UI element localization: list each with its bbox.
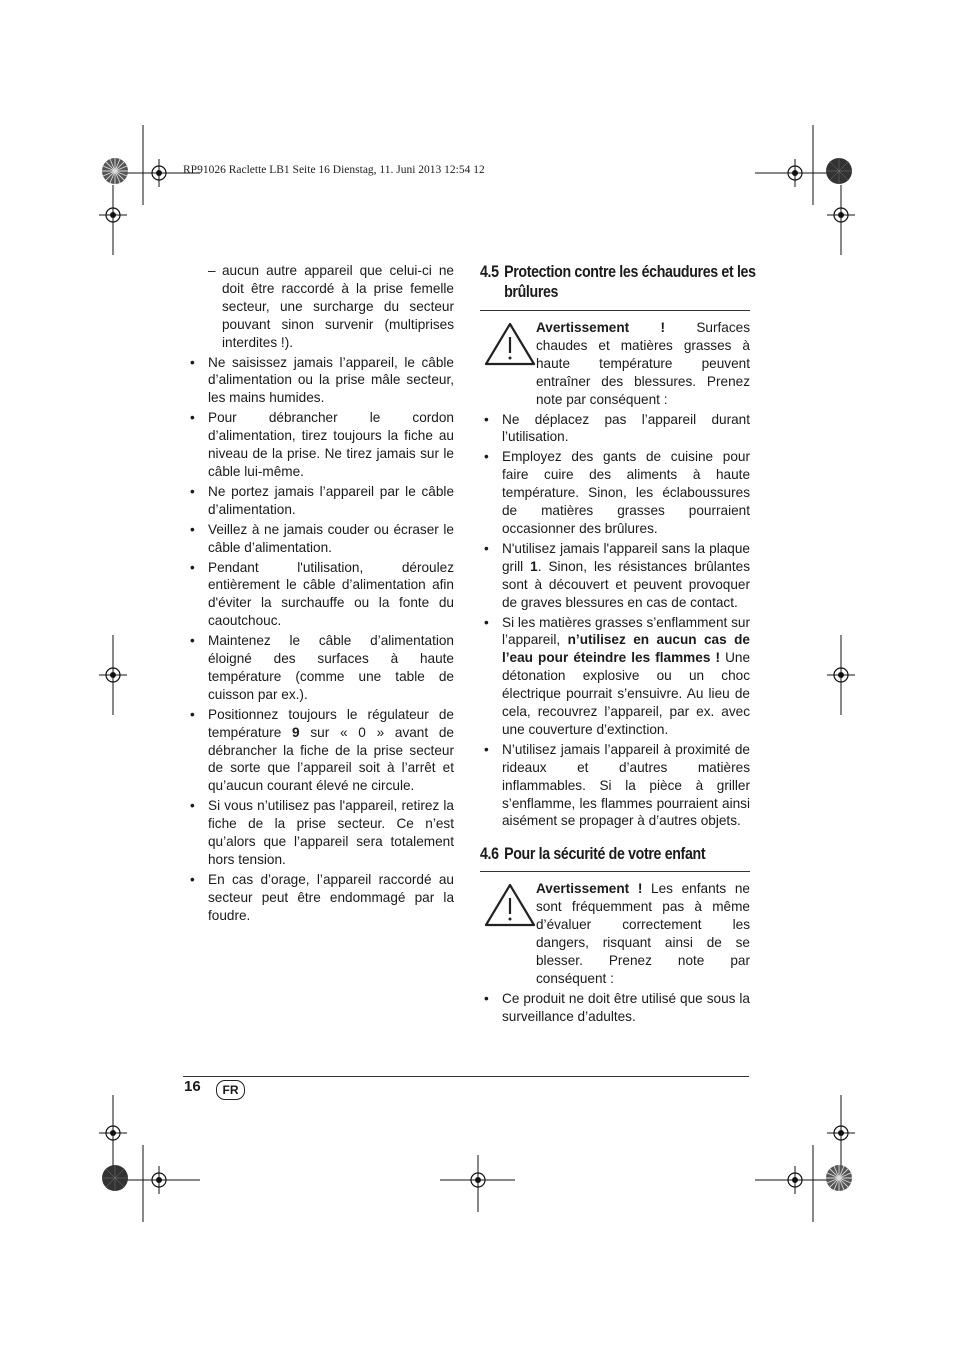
bullet-marker: • bbox=[190, 410, 195, 426]
list-item-text: Ne déplacez pas l’appareil durant l’utilisation. bbox=[502, 411, 750, 445]
list-item-text: Pendant l'utilisation, déroulez entièrement le câble d’alimentation afin d'éviter la surchauffe ou la fonte du caoutchouc. bbox=[208, 559, 454, 629]
bold-ref: 1 bbox=[530, 558, 538, 574]
list-item-text: Ne portez jamais l’appareil par le câble d’alimentation. bbox=[208, 483, 454, 517]
list-item-text: En cas d’orage, l’appareil raccordé au secteur peut être endommagé par la foudre. bbox=[208, 871, 454, 923]
bullet-marker: • bbox=[190, 521, 195, 537]
bullet-marker: • bbox=[484, 741, 489, 757]
bullet-marker: • bbox=[190, 706, 195, 722]
text-run: N'utilisez jamais l'appareil sans la plaque grill bbox=[502, 540, 750, 574]
list-item-text: Ce produit ne doit être utilisé que sous la surveillance d’adultes. bbox=[502, 990, 750, 1024]
warning-label: Avertissement ! bbox=[536, 881, 643, 897]
section-number: 4.6 bbox=[480, 845, 499, 864]
section-title: Pour la sécurité de votre enfant bbox=[504, 845, 706, 864]
bullet-marker: • bbox=[190, 798, 195, 814]
text-run: Surfaces chaudes et matières grasses à haute température peuvent entraîner des blessures. Prenez note par conséquent : bbox=[536, 320, 750, 407]
bullet-marker: • bbox=[484, 540, 489, 556]
bullet-marker: • bbox=[190, 633, 195, 649]
list-item-text: Maintenez le câble d’alimentation éloigné des surfaces à haute température (comme une table de cuisson par ex.). bbox=[208, 633, 454, 702]
list-item-text: aucun autre appareil que celui-ci ne doit être raccordé à la prise femelle secteur, une surcharge du secteur pouvant sinon survenir (multiprises interdites !). bbox=[222, 263, 454, 350]
color-wheel-icon bbox=[101, 1164, 129, 1192]
bullet-marker: • bbox=[484, 411, 489, 427]
list-item-text: N’utilisez jamais l’appareil à proximité de rideaux et d’autres matières inflammables. Si la pièce à griller s’enflamme, les flammes pourraient ainsi aisément se propager à d’autres objets. bbox=[502, 741, 750, 829]
list-item-text: Si vous n’utilisez pas l'appareil, retirez la fiche de la prise secteur. Ce n’est qu’alors que l’appareil sera totalement hors tension. bbox=[208, 798, 454, 867]
warning-label: Avertissement ! bbox=[536, 320, 666, 335]
list-item-text: Employez des gants de cuisine pour faire cuire des aliments à haute température. Sinon, les éclaboussures de matières grasses pourraient occasionner des brûlures. bbox=[502, 449, 750, 536]
color-wheel-icon bbox=[825, 1164, 853, 1192]
bullet-marker: • bbox=[190, 354, 195, 370]
bullet-marker: • bbox=[484, 990, 489, 1006]
color-wheel-icon bbox=[825, 157, 853, 185]
text-run: sur « 0 » avant de débrancher la fiche de la prise secteur de sorte que l’appareil soit à l’arrêt et qu’aucun courant élevé ne circule. bbox=[208, 724, 454, 794]
text-run: Une détonation explosive ou un choc électrique pourrait s’ensuivre. Au lieu de cela, recouvrez l’appareil, par ex. avec une couverture d’extinction. bbox=[502, 650, 751, 737]
text-run: Les enfants ne sont fréquemment pas à même d’évaluer correctement les dangers, risquant ainsi de se blesser. Prenez note par conséquent : bbox=[536, 881, 750, 986]
text-run: Si les matières grasses s’enflamment sur l’appareil, bbox=[502, 614, 750, 648]
page-number: 16 bbox=[184, 1078, 201, 1095]
bullet-marker: • bbox=[190, 559, 195, 575]
list-item-text: Ne saisissez jamais l’appareil, le câble d’alimentation ou la prise mâle secteur, les mains humides. bbox=[208, 354, 454, 406]
dash-marker: – bbox=[208, 263, 216, 278]
section-title: Protection contre les échaudures et les brûlures bbox=[504, 263, 756, 301]
text-run: Positionnez toujours le régulateur de température bbox=[208, 706, 454, 740]
language-badge: FR bbox=[216, 1080, 245, 1100]
bullet-marker: • bbox=[190, 871, 195, 887]
bold-ref: 9 bbox=[292, 724, 300, 740]
section-number: 4.5 bbox=[480, 263, 499, 281]
bullet-marker: • bbox=[190, 483, 195, 499]
color-wheel-icon bbox=[101, 157, 129, 185]
bullet-marker: • bbox=[484, 614, 489, 630]
list-item-text: Pour débrancher le cordon d’alimentation, tirez toujours la fiche au niveau de la prise. Ne tirez jamais sur le câble lui-même. bbox=[208, 410, 454, 479]
print-header: RP91026 Raclette LB1 Seite 16 Dienstag, 11. Juni 2013 12:54 12 bbox=[183, 164, 485, 176]
text-run: . Sinon, les résistances brûlantes sont à découvert et peuvent provoquer de graves blessures en cas de contact. bbox=[502, 558, 750, 610]
bold-emphasis: n’utilisez en aucun cas de l’eau pour éteindre les flammes ! bbox=[502, 632, 750, 666]
list-item-text: Veillez à ne jamais couder ou écraser le câble d’alimentation. bbox=[208, 521, 454, 555]
bullet-marker: • bbox=[484, 449, 489, 465]
